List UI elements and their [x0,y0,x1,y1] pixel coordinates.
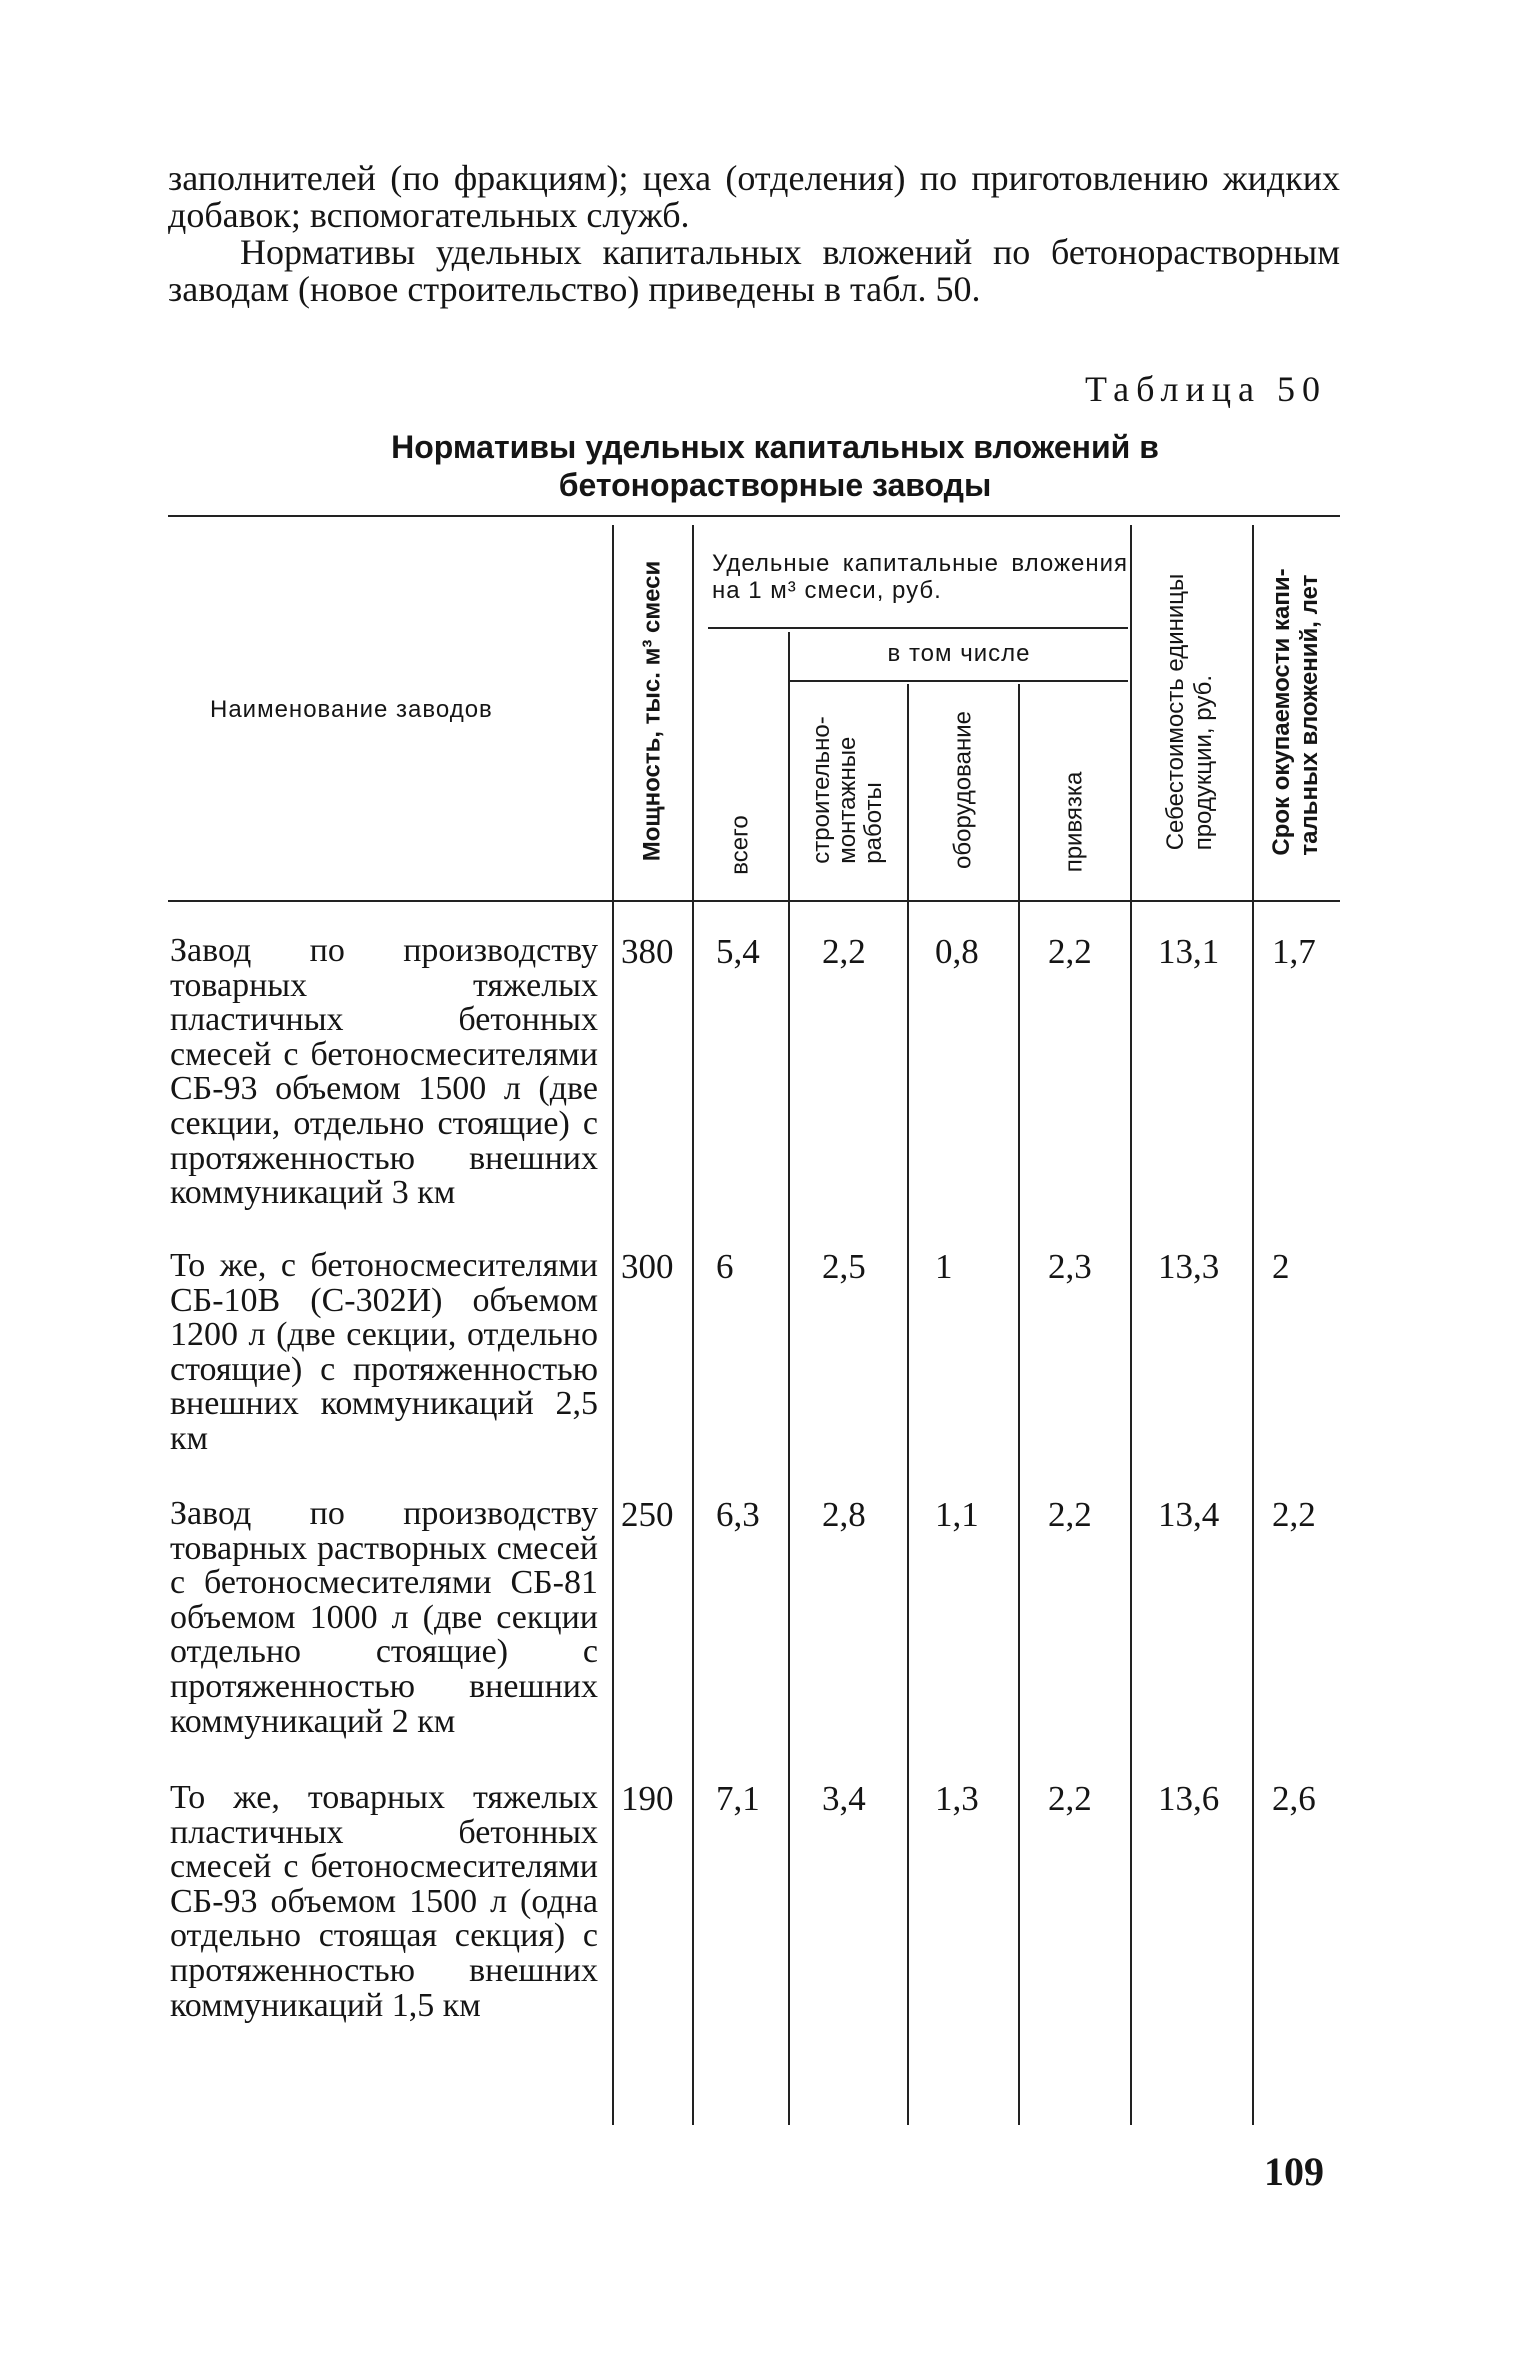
row-binding: 2,3 [1048,1247,1092,1286]
header-construction-line-3: работы [860,782,887,864]
including-subheader-rule [790,680,1128,682]
header-specific: Удельные капитальные вложения на 1 м³ смеси, руб. [712,550,1128,604]
header-cost-line-1: Себестоимость единицы [1162,573,1189,851]
header-construction-line-1: строительно- [808,716,835,864]
row-cost: 13,1 [1158,932,1220,971]
row-cost: 13,6 [1158,1779,1220,1818]
col-divider-5 [1018,684,1020,2125]
header-payback-line-2: тальных вложений, лет [1296,574,1323,856]
row-cost: 13,4 [1158,1495,1220,1534]
row-binding: 2,2 [1048,1495,1092,1534]
row-binding: 2,2 [1048,932,1092,971]
row-total: 6,3 [716,1495,760,1534]
row-construction: 3,4 [822,1779,866,1818]
header-including: в том числе [887,640,1031,667]
specific-subheader-rule [708,627,1128,629]
col-divider-7 [1252,525,1254,2125]
row-total: 6 [716,1247,734,1286]
header-binding: привязка [1060,771,1088,873]
intro-paragraph-2: Нормативы удельных капитальных вложений по бетонорастворным заводам (новое строительство) приведены в табл. 50. [168,232,1340,309]
row-name: Завод по производству товарных тяжелых пластичных бетонных смесей с бетоносмесителями СБ-93 объемом 1500 л (две секции, отдельно стоящие) с протяженностью внешних коммуникаций 3 км [170,932,598,1212]
page-number: 109 [1264,2149,1324,2194]
row-capacity: 190 [621,1779,674,1818]
intro-paragraph-1: заполнителей (по фракциям); цеха (отделения) по приготовлению жидких добавок; вспомогательных служб. [168,158,1340,235]
header-name: Наименование заводов [210,696,493,723]
row-name: То же, с бетоносмесителями СБ-10В (С-302И) объемом 1200 л (две секции, отдельно стоящие) с протяженностью внешних коммуникаций 2,5 км [170,1247,598,1457]
col-divider-4 [907,684,909,2125]
header-capacity: Мощность, тыс. м³ смеси [638,560,666,862]
col-divider-1 [612,525,614,2125]
row-binding: 2,2 [1048,1779,1092,1818]
col-divider-3 [788,632,790,2125]
row-equipment: 1,3 [935,1779,979,1818]
row-name: Завод по производству товарных растворных смесей с бетоносмесителями СБ-81 объемом 1000 л (две секции отдельно стоящие) с протяженностью внешних коммуникаций 2 км [170,1495,598,1740]
header-total: всего [726,815,754,875]
row-equipment: 1,1 [935,1495,979,1534]
top-rule [168,515,1340,517]
table-title: Нормативы удельных капитальных вложений в бетонорастворные заводы [391,429,1159,503]
header-construction-line-2: монтажные [834,736,861,864]
header-construction [809,716,887,863]
row-payback: 1,7 [1272,932,1316,971]
header-cost [1162,574,1218,851]
row-payback: 2,6 [1272,1779,1316,1818]
row-payback: 2,2 [1272,1495,1316,1534]
header-payback [1268,568,1324,855]
row-equipment: 1 [935,1247,953,1286]
header-equipment: оборудование [949,711,977,869]
row-cost: 13,3 [1158,1247,1220,1286]
row-capacity: 300 [621,1247,674,1286]
header-bottom-rule [168,900,1340,902]
col-divider-6 [1130,525,1132,2125]
table-number: Таблица 50 [1085,369,1327,409]
header-payback-line-1: Срок окупаемости капи- [1268,568,1295,856]
row-equipment: 0,8 [935,932,979,971]
row-capacity: 380 [621,932,674,971]
row-name: То же, товарных тяжелых пластичных бетонных смесей с бетоносмесителями СБ-93 объемом 1500 л (одна отдельно стоящая секция) с протяженностью внешних коммуникаций 1,5 км [170,1779,598,2024]
row-payback: 2 [1272,1247,1290,1286]
col-divider-2 [692,525,694,2125]
row-construction: 2,8 [822,1495,866,1534]
header-cost-line-2: продукции, руб. [1190,674,1217,851]
row-construction: 2,5 [822,1247,866,1286]
row-total: 5,4 [716,932,760,971]
row-total: 7,1 [716,1779,760,1818]
row-construction: 2,2 [822,932,866,971]
row-capacity: 250 [621,1495,674,1534]
